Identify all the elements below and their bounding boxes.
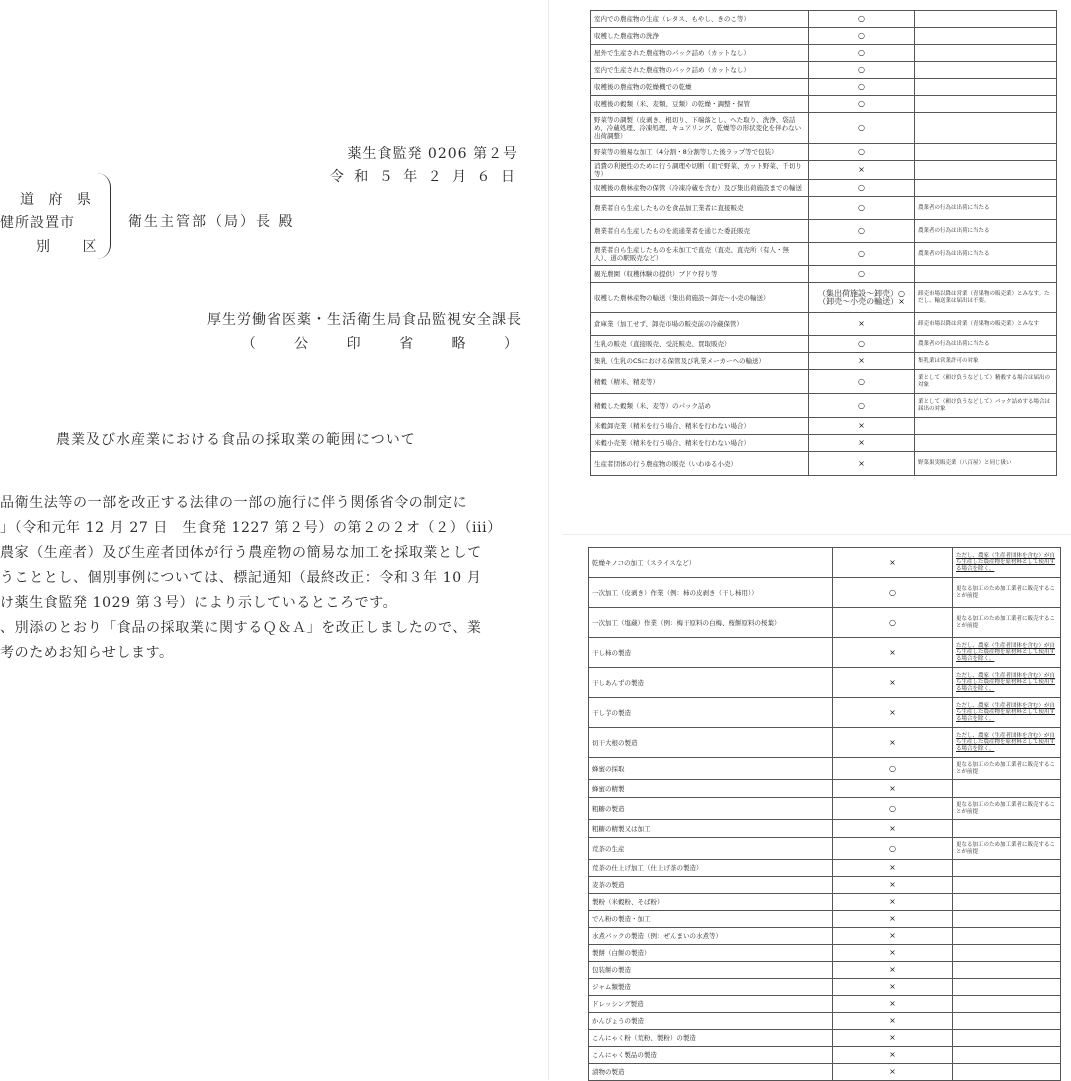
table-row (589, 1030, 1061, 1047)
note-cell (953, 928, 1061, 945)
mark-cell: ○ (809, 45, 915, 62)
mark-cell: × (833, 894, 953, 911)
recipient-line-2: 健所設置市 (0, 215, 75, 231)
item-cell: 農業者自ら生産したものを未加工で直売（直売、直売所（有人・無人）、道の駅販売など） (591, 243, 809, 266)
classification-table-bottom (588, 547, 1061, 1081)
document-number: 薬生食監発 0206 第２号 (347, 146, 518, 162)
item-cell: 精穀した穀類（米、麦等）のパック詰め (591, 394, 809, 418)
item-cell: 米穀卸売業（精米を行う場合、精米を行わない場合） (591, 418, 809, 435)
table-row (591, 336, 1057, 353)
table-row (591, 144, 1057, 161)
mark-cell: × (833, 820, 953, 838)
mark-cell: × (833, 1030, 953, 1047)
document-date: 令 和 ５ 年 ２ 月 ６ 日 (329, 169, 518, 185)
note-cell: 更なる加工のため加工業者に販売することが前提 (953, 578, 1061, 608)
note-cell (953, 1047, 1061, 1064)
table-row (589, 1047, 1061, 1064)
mark-cell: × (833, 911, 953, 928)
item-cell: 粗糖の精製又は加工 (589, 820, 833, 838)
table-row (591, 96, 1057, 113)
recipient-line-1: 道 府 県 (20, 192, 96, 208)
item-cell: 収穫後の穀類（米、麦類、豆類）の乾燥・調整・保管 (591, 96, 809, 113)
panel-gap (562, 534, 1071, 535)
mark-cell: ○ (809, 336, 915, 353)
note-cell (915, 180, 1057, 197)
mark-cell: × (833, 548, 953, 578)
mark-cell: × (833, 728, 953, 758)
item-cell: こんにゃく粉（荒粉、製粉）の製造 (589, 1030, 833, 1047)
item-cell: 室内で生産された農産物のパック詰め（カットなし） (591, 62, 809, 79)
mark-cell: ○ (833, 758, 953, 780)
table-row (591, 45, 1057, 62)
mark-cell: × (809, 353, 915, 370)
mark-cell: × (833, 780, 953, 798)
mark-cell: × (833, 638, 953, 668)
note-cell: 農業者の行為は出荷に当たる (915, 336, 1057, 353)
item-cell: かんぴょうの製造 (589, 1013, 833, 1030)
item-cell: 観光農園（収穫体験の提供）ブドウ狩り等 (591, 266, 809, 283)
mark-cell: × (833, 698, 953, 728)
mark-cell: ○ (809, 62, 915, 79)
note-cell (953, 911, 1061, 928)
mark-cell: × (833, 860, 953, 877)
mark-cell: ○ (809, 197, 915, 220)
body-line: 、別添のとおり「食品の採取業に関するＱ＆Ａ」を改正しましたので、業 (0, 620, 482, 636)
note-cell (915, 79, 1057, 96)
note-cell (953, 780, 1061, 798)
note-cell (915, 435, 1057, 452)
table-row (589, 1013, 1061, 1030)
note-cell (915, 113, 1057, 144)
mark-cell: ○ (809, 11, 915, 28)
item-cell: 野菜等の簡易な加工（4分割・8分割等した後ラップ等で包装） (591, 144, 809, 161)
table-row (591, 418, 1057, 435)
note-cell (953, 894, 1061, 911)
note-cell (953, 996, 1061, 1013)
recipient-brace (96, 173, 111, 259)
mark-cell: ○ (809, 243, 915, 266)
item-cell: 荒茶の生産 (589, 838, 833, 860)
table-row (589, 820, 1061, 838)
mark-cell: × (833, 1013, 953, 1030)
note-cell: 業として（頼け負うなどして）パック詰めする場合は届出の対象 (915, 394, 1057, 418)
mark-cell: ○ (809, 79, 915, 96)
item-cell: 収穫した農産物の洗浄 (591, 28, 809, 45)
item-cell: 干しあんずの製造 (589, 668, 833, 698)
item-cell: 精穀（精米、精麦等） (591, 370, 809, 394)
mark-cell: × (833, 1047, 953, 1064)
note-cell (915, 144, 1057, 161)
table-row (591, 283, 1057, 313)
item-cell: 屋外で生産された農産物のパック詰め（カットなし） (591, 45, 809, 62)
item-cell: 蜂蜜の採取 (589, 758, 833, 780)
mark-cell: × (809, 418, 915, 435)
table-row (591, 113, 1057, 144)
table-row (589, 962, 1061, 979)
item-cell: でん粉の製造・加工 (589, 911, 833, 928)
note-cell (953, 1064, 1061, 1081)
table-row (591, 313, 1057, 336)
table-row (589, 698, 1061, 728)
note-cell (953, 820, 1061, 838)
table-row (589, 877, 1061, 894)
note-cell (953, 1030, 1061, 1047)
note-cell (953, 877, 1061, 894)
note-cell: 更なる加工のため加工業者に販売することが前提 (953, 608, 1061, 638)
mark-cell: ○ (809, 394, 915, 418)
table-row (589, 979, 1061, 996)
note-cell: 野菜果実販売業（八百屋）と同じ扱い (915, 452, 1057, 476)
note-cell (953, 962, 1061, 979)
item-cell: 消費の利便性のために行う調理や切断（皿で野菜、カット野菜、千切り等） (591, 161, 809, 180)
mark-cell: （集出荷施設～卸売）○ （卸売～小売の輸送）× (809, 283, 915, 313)
item-cell: 粗糖の製造 (589, 798, 833, 820)
mark-cell: × (833, 928, 953, 945)
mark-cell: × (833, 877, 953, 894)
mark-cell: × (809, 452, 915, 476)
item-cell: 切干大根の製造 (589, 728, 833, 758)
mark-cell: ○ (833, 798, 953, 820)
note-cell (915, 28, 1057, 45)
mark-cell: × (833, 996, 953, 1013)
table-row (589, 1064, 1061, 1081)
body-line: 考のためお知らせします。 (0, 645, 174, 661)
note-cell: ただし、農家（生産者団体を含む）が自ら生産した農産物を原材料として使用する場合を除く。 (953, 548, 1061, 578)
note-cell: ただし、農家（生産者団体を含む）が自ら生産した農産物を原材料として使用する場合を除く。 (953, 638, 1061, 668)
item-cell: 室内での農産物の生産（レタス、もやし、きのこ等） (591, 11, 809, 28)
table-row (589, 894, 1061, 911)
item-cell: 野菜等の調製（皮剥き、根切り、下端落とし、へた取り、洗浄、袋詰め、冷蔵処理、冷凍処理、キュアリング、乾燥等の形状変化を伴わない出荷調整） (591, 113, 809, 144)
item-cell: 集乳（生乳のCSにおける保管及び乳業メーカーへの輸送） (591, 353, 809, 370)
note-cell (915, 418, 1057, 435)
note-cell: 業として（頼け負うなどして）精穀する場合は届出の対象 (915, 370, 1057, 394)
panel-divider (548, 0, 549, 1080)
table-row (591, 394, 1057, 418)
mark-cell: × (809, 313, 915, 336)
table-row (591, 62, 1057, 79)
note-cell (915, 266, 1057, 283)
item-cell: 干し芋の製造 (589, 698, 833, 728)
table-row (591, 370, 1057, 394)
note-cell (953, 945, 1061, 962)
table-row (591, 79, 1057, 96)
item-cell: 収穫した農林産物の輸送（集出荷施設～卸売～小売の輸送） (591, 283, 809, 313)
note-cell: 農業者の行為は出荷に当たる (915, 220, 1057, 243)
mark-cell: ○ (809, 113, 915, 144)
note-cell: ただし、農家（生産者団体を含む）が自ら生産した農産物を原材料として使用する場合を除く。 (953, 668, 1061, 698)
table-row (589, 758, 1061, 780)
note-cell: 農業者の行為は出荷に当たる (915, 197, 1057, 220)
table-row (589, 945, 1061, 962)
table-row (591, 180, 1057, 197)
mark-cell: × (833, 668, 953, 698)
mark-cell: ○ (809, 28, 915, 45)
mark-cell: × (833, 945, 953, 962)
note-cell (915, 96, 1057, 113)
note-cell: 卸売市場以降は営業（青果物の販売業）とみなす。ただし、輸送業は届出は不要。 (915, 283, 1057, 313)
table-row (589, 860, 1061, 877)
note-cell (953, 979, 1061, 996)
item-cell: 一次加工（塩蔵）作業（例：梅干原料の白梅、桜餅原料の桜葉） (589, 608, 833, 638)
table-row (591, 161, 1057, 180)
mark-cell: × (833, 962, 953, 979)
item-cell: 包装餅の製造 (589, 962, 833, 979)
item-cell: 一次加工（皮剥き）作業（例：柿の皮剥き（干し柿用）） (589, 578, 833, 608)
item-cell: 米穀小売業（精米を行う場合、精米を行わない場合） (591, 435, 809, 452)
item-cell: 製粉（米穀粉、そば粉） (589, 894, 833, 911)
item-cell: 製餅（白餅の製造） (589, 945, 833, 962)
body-line: け薬生食監発 1029 第３号）により示しているところです。 (0, 595, 398, 611)
sender: 厚生労働省医薬・生活衛生局食品監視安全課長 (207, 312, 522, 328)
item-cell: 蜂蜜の精製 (589, 780, 833, 798)
item-cell: 生乳の販売（直接販売、受託販売、買取販売） (591, 336, 809, 353)
note-cell: 集乳業は営業許可の対象 (915, 353, 1057, 370)
table-row (591, 435, 1057, 452)
mark-cell: ○ (809, 144, 915, 161)
table-row (591, 197, 1057, 220)
note-cell: 農業者の行為は出荷に当たる (915, 243, 1057, 266)
recipient-line-3: 別 区 (36, 239, 111, 255)
classification-table-top (590, 10, 1057, 476)
table-row (591, 353, 1057, 370)
mark-cell: ○ (833, 608, 953, 638)
table-row (589, 638, 1061, 668)
note-cell: ただし、農家（生産者団体を含む）が自ら生産した農産物を原材料として使用する場合を除く。 (953, 728, 1061, 758)
item-cell: 生産者団体の行う農産物の販売（いわゆる小売） (591, 452, 809, 476)
note-cell (915, 45, 1057, 62)
mark-cell: × (833, 979, 953, 996)
table-row (591, 452, 1057, 476)
table-row (589, 928, 1061, 945)
table-scan-bottom (562, 547, 1070, 1080)
subject-title: 農業及び水産業における食品の採取業の範囲について (56, 432, 416, 448)
table-row (591, 243, 1057, 266)
table-row (591, 28, 1057, 45)
table-row (589, 798, 1061, 820)
item-cell: 収穫後の農産物の乾燥機での乾燥 (591, 79, 809, 96)
item-cell: 麦茶の製造 (589, 877, 833, 894)
table-row (589, 911, 1061, 928)
item-cell: こんにゃく製品の製造 (589, 1047, 833, 1064)
seal-note: （ 公 印 省 略 ） (241, 336, 518, 352)
item-cell: 荒茶の仕上げ加工（仕上げ茶の製造） (589, 860, 833, 877)
mark-cell: × (809, 161, 915, 180)
note-cell (915, 161, 1057, 180)
table-row (589, 608, 1061, 638)
table-scan-top (562, 0, 1070, 522)
item-cell: 水煮パックの製造（例：ぜんまいの水煮等） (589, 928, 833, 945)
mark-cell: ○ (833, 578, 953, 608)
body-line: 品衛生法等の一部を改正する法律の一部の施行に伴う関係省令の制定に (0, 495, 468, 511)
body-line: うこととし、個別事例については、標記通知（最終改正：令和３年 10 月 (0, 570, 482, 586)
body-line: 農家（生産者）及び生産者団体が行う農産物の簡易な加工を採取業として (0, 545, 482, 561)
item-cell: 農業者自ら生産したものを食品加工業者に直接販売 (591, 197, 809, 220)
note-cell (953, 1013, 1061, 1030)
mark-cell: × (809, 435, 915, 452)
note-cell (915, 62, 1057, 79)
note-cell: 更なる加工のため加工業者に販売することが前提 (953, 798, 1061, 820)
table-row (589, 728, 1061, 758)
table-row (589, 780, 1061, 798)
table-row (591, 220, 1057, 243)
mark-cell: ○ (809, 180, 915, 197)
note-cell: 卸売市場以降は営業（青果物の販売業）とみなす (915, 313, 1057, 336)
mark-cell: × (833, 1064, 953, 1081)
body-line: 」（令和元年 12 月 27 日 生食発 1227 第２号）の第２の２オ（２）（iii） (0, 520, 502, 536)
item-cell: 農業者自ら生産したものを流通業者を通じた委託販売 (591, 220, 809, 243)
mark-cell: ○ (809, 96, 915, 113)
note-cell: 更なる加工のため加工業者に販売することが前提 (953, 838, 1061, 860)
item-cell: 干し柿の製造 (589, 638, 833, 668)
mark-cell: ○ (809, 370, 915, 394)
item-cell: ドレッシング製造 (589, 996, 833, 1013)
item-cell: 収穫後の農林産物の保管（冷凍冷蔵を含む）及び集出荷施設までの輸送 (591, 180, 809, 197)
mark-cell: ○ (809, 266, 915, 283)
table-row (589, 838, 1061, 860)
addressee: 衛生主管部（局）長 殿 (128, 214, 295, 230)
mark-cell: ○ (809, 220, 915, 243)
note-cell (915, 11, 1057, 28)
table-row (589, 578, 1061, 608)
item-cell: 乾燥キノコの加工（スライスなど） (589, 548, 833, 578)
note-cell: ただし、農家（生産者団体を含む）が自ら生産した農産物を原材料として使用する場合を除く。 (953, 698, 1061, 728)
table-row (591, 266, 1057, 283)
table-row (589, 548, 1061, 578)
table-row (589, 996, 1061, 1013)
note-cell: 更なる加工のため加工業者に販売することが前提 (953, 758, 1061, 780)
item-cell: ジャム類製造 (589, 979, 833, 996)
note-cell (953, 860, 1061, 877)
table-row (589, 668, 1061, 698)
item-cell: 漬物の製造 (589, 1064, 833, 1081)
table-row (591, 11, 1057, 28)
item-cell: 倉庫業（加工せず、卸売市場の販売前の冷蔵保管） (591, 313, 809, 336)
mark-cell: ○ (833, 838, 953, 860)
